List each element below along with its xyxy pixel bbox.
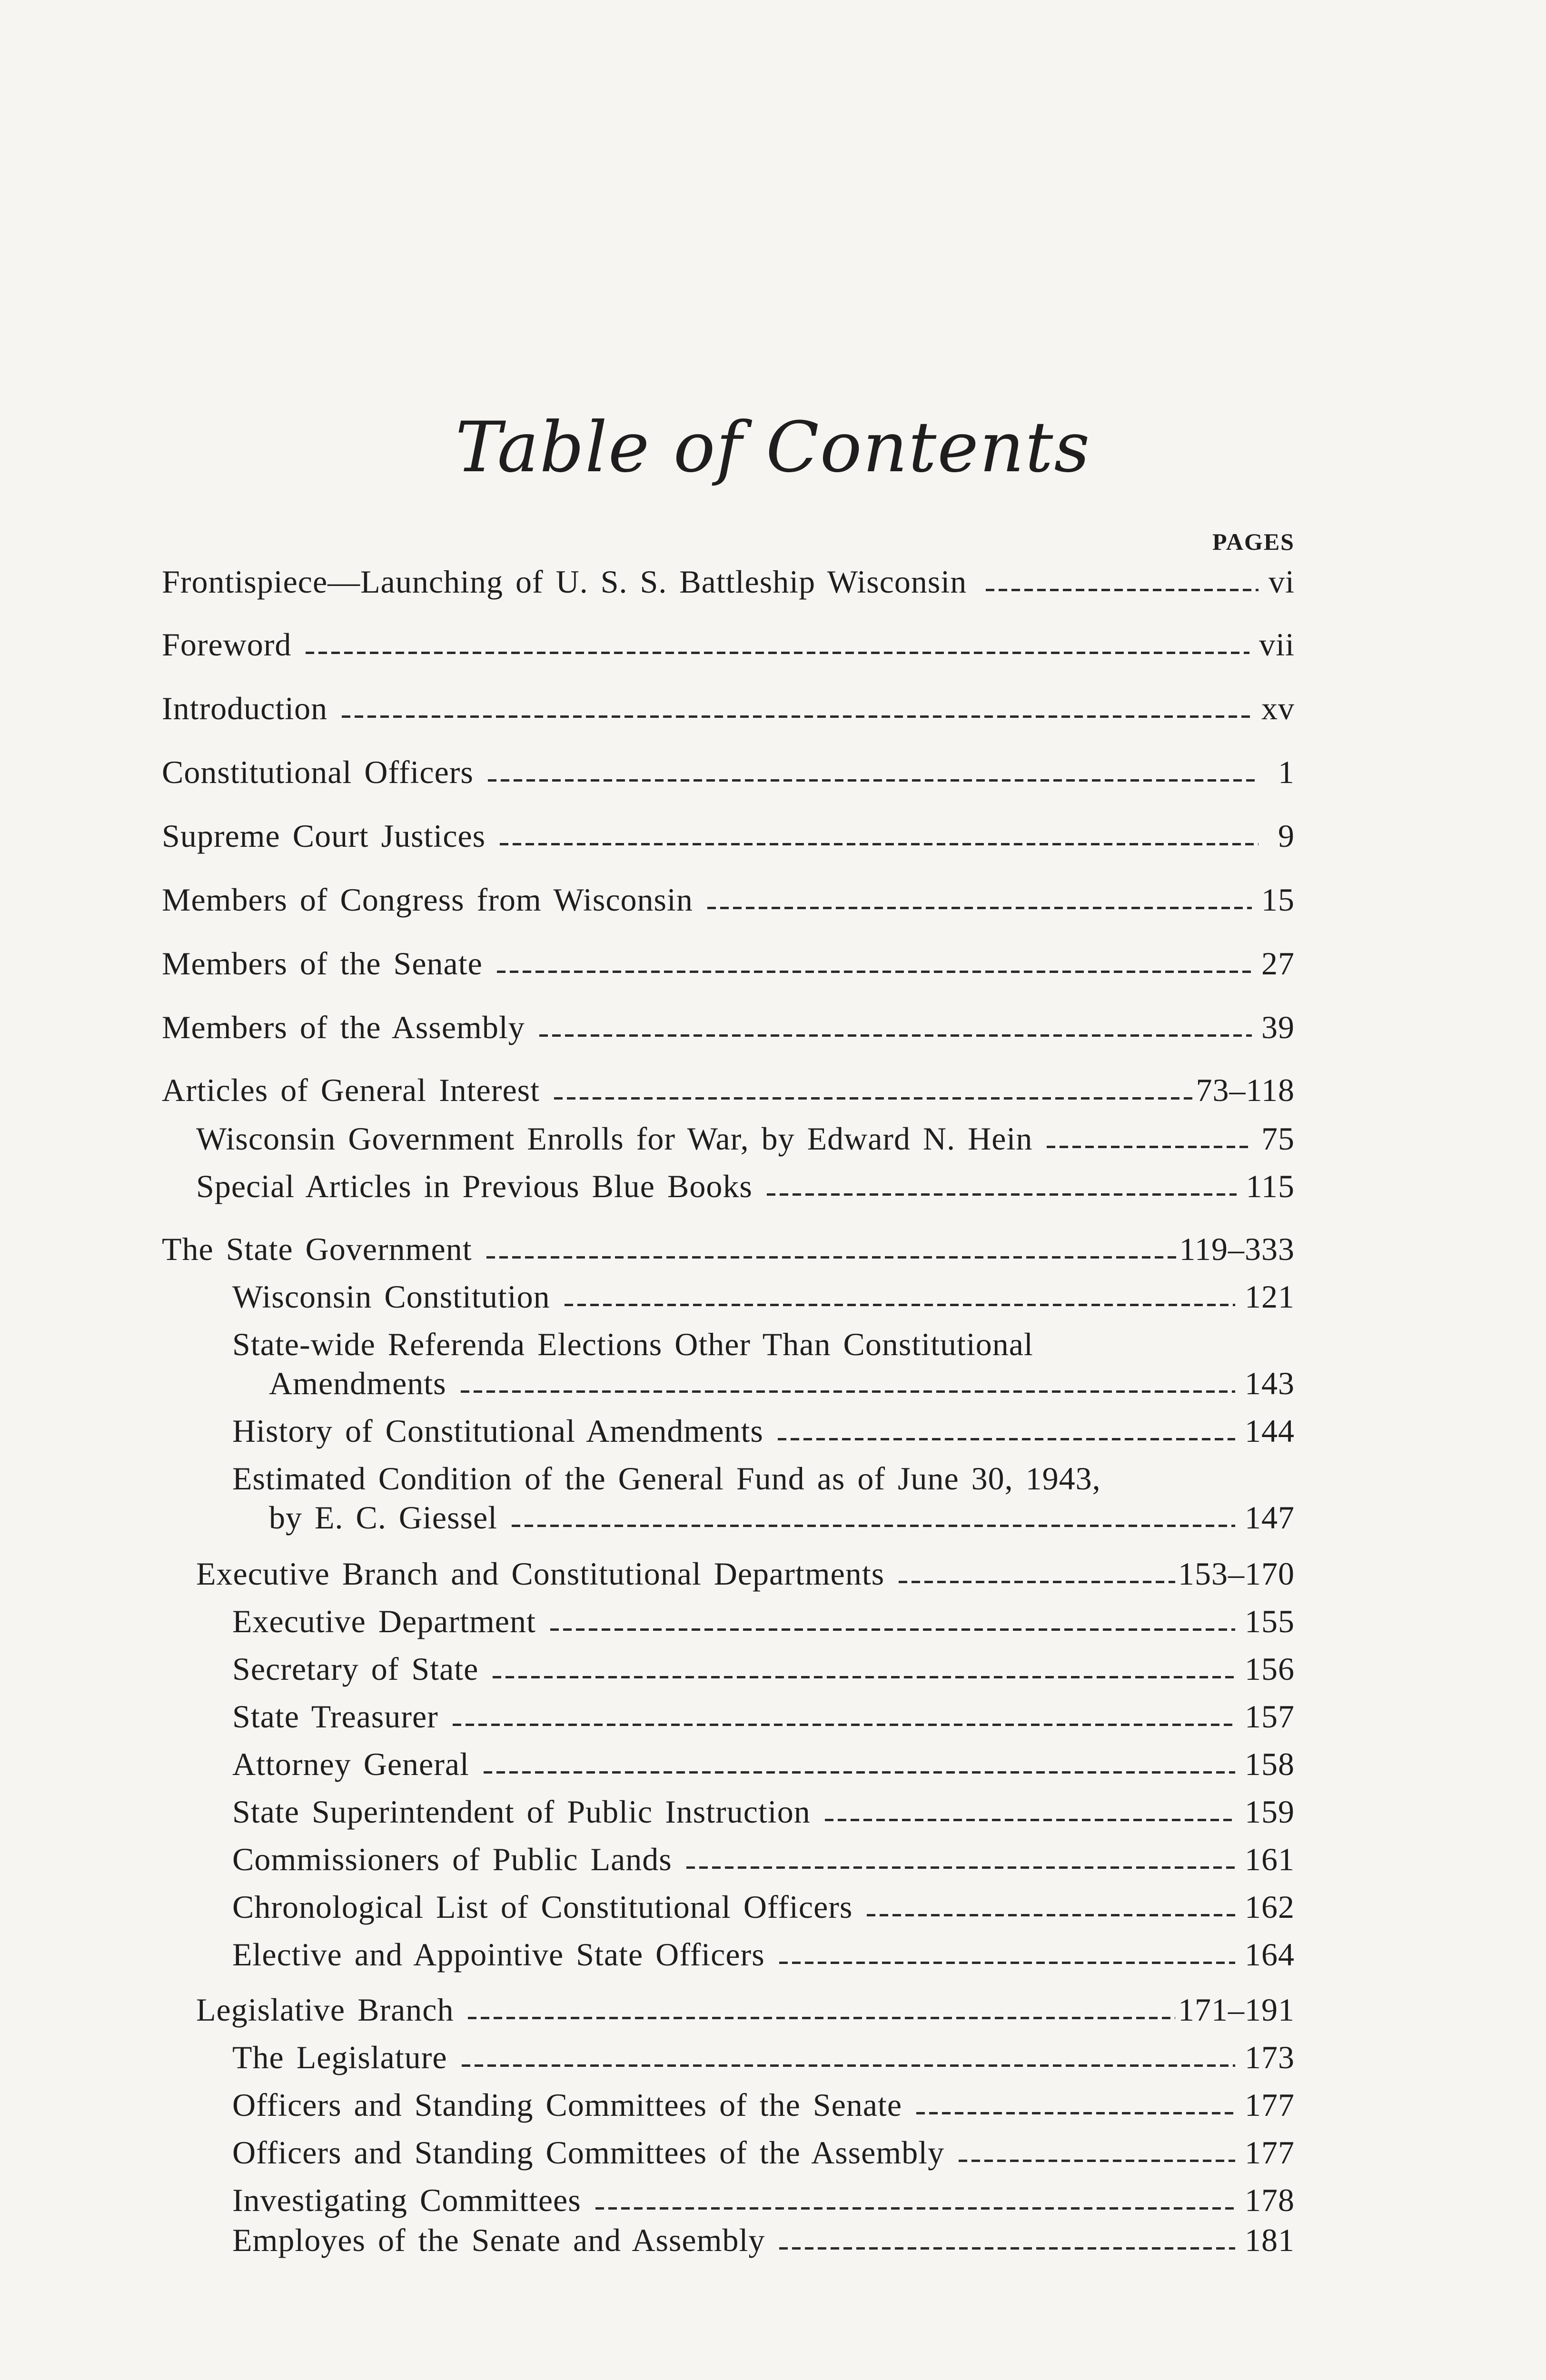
toc-entry-page: 164 [1245,1936,1295,1973]
toc-entry-label: The State Government [162,1231,472,1267]
toc-entry-label: Estimated Condition of the General Fund as of June 30, 1943, [232,1460,1101,1497]
toc-entry-assembly-committees[interactable] [232,2132,1295,2172]
toc-entry-page: vii [1259,626,1295,663]
toc-entry-label: Legislative Branch [196,1992,454,2028]
toc-entry-label: Chronological List of Constitutional Officers [232,1889,853,1925]
toc-entry-page: 158 [1245,1746,1295,1782]
toc-entry-label: Members of the Senate [162,945,483,982]
dot-leader [767,1190,1237,1196]
toc-entry-page: 181 [1245,2222,1295,2258]
toc-entry-label: Special Articles in Previous Blue Books [196,1168,753,1204]
toc-entry-page: 162 [1245,1889,1295,1925]
toc-entry-page: 171–191 [1178,1992,1295,2028]
toc-entry-label: Wisconsin Constitution [232,1279,550,1315]
toc-entry-page: 119–333 [1179,1231,1295,1267]
dot-leader [486,1253,1177,1259]
toc-entry-page: 173 [1245,2039,1295,2075]
dot-leader [306,648,1249,654]
page-title: Table of Contents [455,407,1091,488]
toc-entry-referenda-elections-continued[interactable] [269,1363,1295,1403]
toc-entry-wisconsin-constitution[interactable] [232,1277,1295,1317]
toc-entry-label: The Legislature [232,2039,447,2075]
toc-entry-label: State Superintendent of Public Instruction [232,1794,811,1830]
toc-entry-page: 159 [1245,1794,1295,1830]
toc-entry-members-of-assembly[interactable] [162,1007,1295,1047]
toc-entry-page: vi [1269,564,1295,600]
toc-entry-state-treasurer[interactable] [232,1696,1295,1736]
dot-leader [825,1815,1235,1821]
toc-entry-constitutional-officers[interactable] [162,752,1295,792]
toc-entry-special-articles[interactable] [196,1166,1295,1206]
toc-entry-page: 153–170 [1178,1556,1295,1592]
dot-leader [462,2061,1235,2067]
toc-entry-secretary-of-state[interactable] [232,1649,1295,1689]
toc-entry-page: 144 [1245,1413,1295,1449]
toc-entry-foreword[interactable] [162,625,1295,664]
dot-leader [779,1958,1235,1964]
toc-entry-label: Members of Congress from Wisconsin [162,882,693,918]
toc-entry-state-officers[interactable] [232,1934,1295,1974]
dot-leader [488,776,1259,782]
toc-entry-label: Elective and Appointive State Officers [232,1936,765,1973]
dot-leader [493,1673,1235,1678]
toc-entry-history-amendments[interactable] [232,1411,1295,1451]
toc-entry-page: 121 [1245,1279,1295,1315]
toc-entry-superintendent[interactable] [232,1792,1295,1832]
toc-entry-employes[interactable] [232,2220,1295,2260]
toc-entry-label: Foreword [162,626,292,663]
toc-entry-label: Employes of the Senate and Assembly [232,2222,765,2258]
toc-entry-page: 73–118 [1196,1072,1295,1108]
dot-leader [595,2204,1235,2210]
toc-entry-label: Attorney General [232,1746,469,1782]
toc-entry-label: State Treasurer [232,1698,438,1735]
toc-entry-page: 178 [1245,2182,1295,2218]
toc-entry-label: History of Constitutional Amendments [232,1413,763,1449]
toc-entry-page: xv [1261,690,1295,726]
toc-entry-executive-department[interactable] [232,1601,1295,1641]
toc-entry-page: 147 [1245,1499,1295,1536]
toc-entry-attorney-general[interactable] [232,1744,1295,1784]
dot-leader [342,712,1252,718]
dot-leader [778,1435,1235,1440]
toc-entry-the-legislature[interactable] [232,2037,1295,2077]
toc-entry-page: 155 [1245,1603,1295,1639]
toc-entry-page: 27 [1261,945,1295,982]
dot-leader [779,2244,1235,2250]
toc-entry-label: Wisconsin Government Enrolls for War, by Edward N. Hein [196,1121,1033,1157]
toc-entry-introduction[interactable] [162,688,1295,728]
toc-entry-label: Officers and Standing Committees of the Assembly [232,2134,945,2171]
dot-leader [550,1625,1235,1631]
toc-entry-page: 161 [1245,1841,1295,1877]
toc-entry-referenda-elections[interactable] [232,1324,1295,1364]
dot-leader [539,1031,1252,1037]
toc-entry-page: 115 [1246,1168,1295,1204]
toc-entry-frontispiece[interactable] [162,562,1295,602]
toc-entry-government-enrolls-war[interactable] [196,1119,1295,1159]
toc-entry-page: 75 [1261,1121,1295,1157]
toc-entry-label: Frontispiece—Launching of U. S. S. Battleship Wisconsin [162,564,967,600]
toc-entry-legislative-branch[interactable] [196,1990,1295,2030]
dot-leader [1047,1142,1252,1148]
dot-leader [707,903,1252,909]
toc-entry-label: Executive Branch and Constitutional Departments [196,1556,885,1592]
toc-entry-state-government[interactable] [162,1229,1295,1269]
toc-entry-label: Secretary of State [232,1651,479,1687]
toc-entry-chronological-list[interactable] [232,1887,1295,1927]
dot-leader [986,585,1259,591]
dot-leader [686,1863,1235,1869]
dot-leader [867,1911,1235,1916]
toc-entry-label: Articles of General Interest [162,1072,540,1108]
dot-leader [899,1577,1175,1583]
toc-entry-label: Investigating Committees [232,2182,581,2218]
toc-entry-page: 39 [1261,1009,1295,1045]
toc-entry-page: 156 [1245,1651,1295,1687]
toc-entry-articles-general-interest[interactable] [162,1070,1295,1110]
toc-entry-page: 9 [1278,818,1295,854]
toc-entry-label: Constitutional Officers [162,754,474,790]
toc-entry-label: Supreme Court Justices [162,818,486,854]
toc-entry-page: 143 [1245,1365,1295,1401]
toc-entry-page: 157 [1245,1698,1295,1735]
toc-entry-public-lands[interactable] [232,1839,1295,1879]
dot-leader [554,1094,1193,1100]
dot-leader [916,2109,1235,2114]
dot-leader [497,967,1252,973]
toc-entry-page: 177 [1245,2087,1295,2123]
toc-entry-senate-committees[interactable] [232,2085,1295,2125]
toc-entry-members-of-congress[interactable] [162,880,1295,920]
toc-entry-members-of-senate[interactable] [162,943,1295,983]
toc-entry-label: Executive Department [232,1603,536,1639]
toc-entry-label: State-wide Referenda Elections Other Than Constitutional [232,1326,1033,1362]
dot-leader [453,1720,1235,1726]
toc-entry-general-fund-continued[interactable] [269,1497,1295,1537]
toc-entry-label: by E. C. Giessel [269,1499,498,1536]
toc-entry-page: 1 [1278,754,1295,790]
toc-entry-supreme-court[interactable] [162,816,1295,856]
toc-entry-label: Amendments [269,1365,446,1401]
toc-entry-executive-branch[interactable] [196,1554,1295,1594]
toc-entry-label: Introduction [162,690,328,726]
toc-entry-investigating-committees[interactable] [232,2180,1295,2220]
toc-entry-label: Commissioners of Public Lands [232,1841,672,1877]
pages-column-header: PAGES [1212,528,1295,555]
toc-entry-label: Officers and Standing Committees of the Senate [232,2087,902,2123]
dot-leader [959,2156,1235,2162]
toc-entry-label: Members of the Assembly [162,1009,525,1045]
dot-leader [468,2013,1175,2019]
toc-entry-general-fund[interactable] [232,1458,1295,1498]
dot-leader [512,1521,1235,1527]
dot-leader [461,1387,1235,1393]
dot-leader [565,1300,1235,1306]
dot-leader [484,1768,1235,1774]
dot-leader [500,840,1259,845]
toc-entry-page: 15 [1261,882,1295,918]
toc-entry-page: 177 [1245,2134,1295,2171]
